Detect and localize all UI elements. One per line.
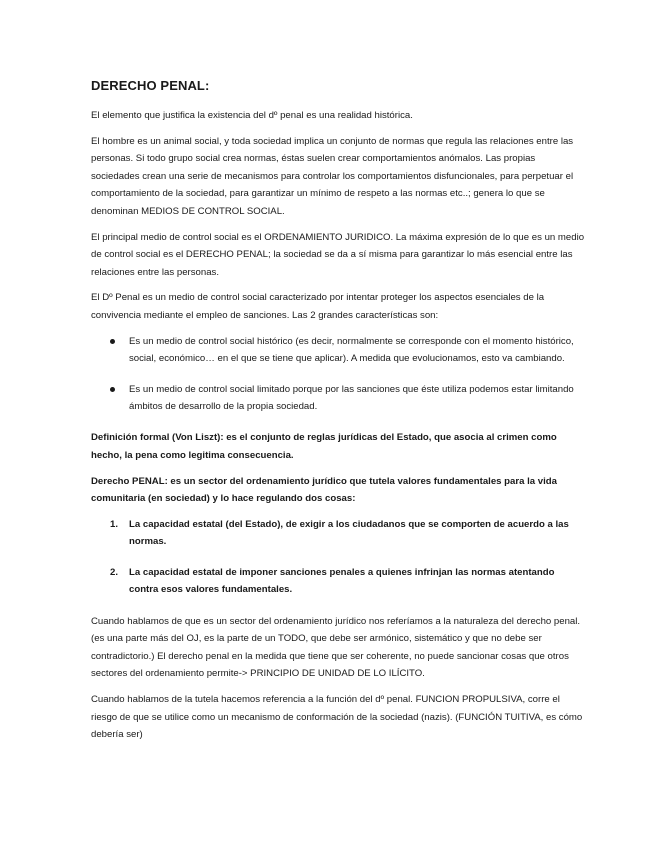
paragraph-social-norms: El hombre es un animal social, y toda sociedad implica un conjunto de normas que regula las relaciones entre las personas. Si todo grupo social crea normas, éstas suelen crear comportamientos anómalos. Las propias sociedades crean una serie de mecanismos para controlar los comportamientos disfuncionales, para perpetuar el comportamiento de la sociedad, para garantizar un mínimo de respeto a las normas etc..; genera lo que se denominan MEDIOS DE CONTROL SOCIAL. bbox=[91, 135, 574, 217]
list-number: 2. bbox=[110, 567, 119, 579]
paragraph-nature: Cuando hablamos de que es un sector del ordenamiento jurídico nos referíamos a la naturaleza del derecho penal. (es una parte más del OJ, es la parte de un TODO, que debe ser armónico, sistemático y que no debe ser contradictorio.) El derecho penal en la medida que tiene que ser coherente, no puede sancionar cosas que otros sectores del ordenamiento permite-> PRINCIPIO DE UNIDAD DE LO ILÍCITO. bbox=[91, 615, 581, 680]
bullet-icon bbox=[110, 339, 115, 344]
definition-formal: Definición formal (Von Liszt): es el conjunto de reglas jurídicas del Estado, que asocia al crimen como hecho, la pena como legitima consecuencia. bbox=[91, 432, 557, 461]
document-title: DERECHO PENAL: bbox=[91, 78, 210, 93]
definition-derecho-penal: Derecho PENAL: es un sector del ordenamiento jurídico que tutela valores fundamentales para la vida comunitaria (en sociedad) y lo hace regulando dos cosas: bbox=[91, 475, 557, 505]
list-item bbox=[91, 516, 585, 550]
list-item-text: Es un medio de control social histórico (es decir, normalmente se corresponde con el momento histórico, social, económico… en el que se tiene que aplicar). A medida que evolucionamos, esto va cambiando. bbox=[129, 335, 574, 364]
paragraph-characteristics: El Dº Penal es un medio de control social caracterizado por intentar proteger los aspectos esenciales de la convivencia mediante el empleo de sanciones. Las 2 grandes características son: bbox=[91, 292, 545, 321]
list-item bbox=[91, 381, 585, 415]
list-number: 1. bbox=[110, 518, 119, 530]
bullet-icon bbox=[110, 387, 115, 392]
capacities-list bbox=[91, 516, 585, 599]
list-item-text: La capacidad estatal (del Estado), de exigir a los ciudadanos que se comporten de acuerdo a las normas. bbox=[129, 518, 569, 547]
list-item-text: La capacidad estatal de imponer sanciones penales a quienes infrinjan las normas atentando contra esos valores fundamentales. bbox=[129, 567, 555, 596]
list-item bbox=[91, 333, 585, 367]
paragraph-ordenamiento: El principal medio de control social es el ORDENAMIENTO JURIDICO. La máxima expresión de lo que es un medio de control social es el DERECHO PENAL; la sociedad se da a sí misma para garantizar lo más esencial entre las relaciones entre las personas. bbox=[91, 231, 585, 278]
characteristics-list bbox=[91, 333, 585, 416]
paragraph-intro: El elemento que justifica la existencia del dº penal es una realidad histórica. bbox=[91, 110, 413, 121]
list-item-text: Es un medio de control social limitado porque por las sanciones que éste utiliza podemos estar limitando ámbitos de desarrollo de la propia sociedad. bbox=[129, 383, 574, 413]
list-item bbox=[91, 564, 585, 598]
paragraph-function: Cuando hablamos de la tutela hacemos referencia a la función del dº penal. FUNCION PROPULSIVA, corre el riesgo de que se utilice como un mecanismo de conformación de la sociedad (nazis). (FUNCIÓN TUITIVA, es cómo debería ser) bbox=[91, 693, 583, 741]
